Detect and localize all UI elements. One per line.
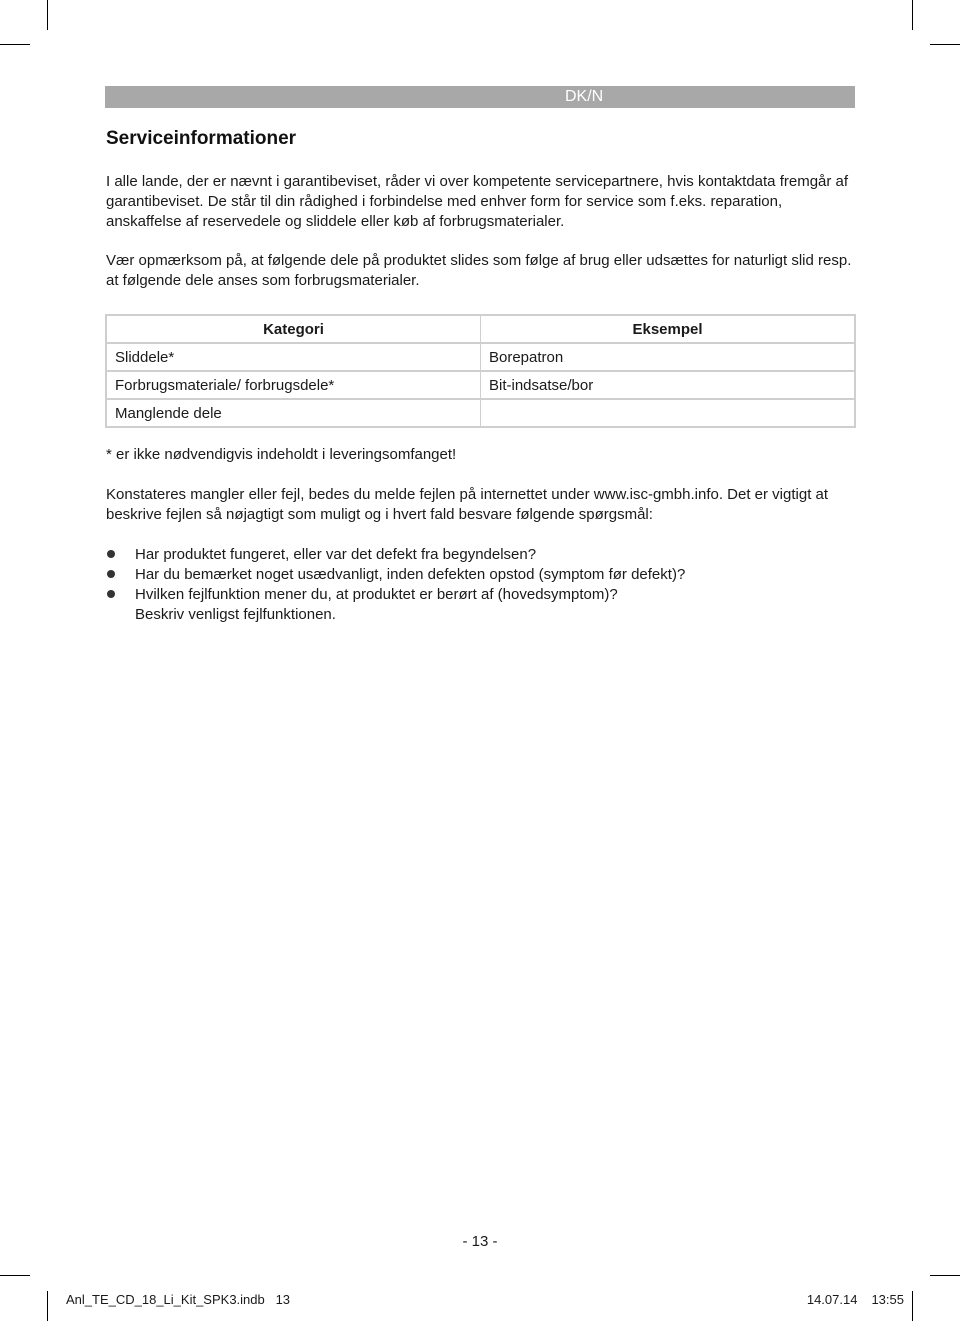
page-number: - 13 - — [462, 1233, 498, 1250]
table-header-row — [105, 314, 856, 344]
example-cell: Borepatron — [480, 344, 856, 372]
table-row — [105, 344, 856, 372]
category-cell: Forbrugsmateriale/ forbrugsdele* — [105, 372, 480, 400]
list-item — [106, 585, 858, 605]
question-text: Hvilken fejlfunktion mener du, at produktet er berørt af (hovedsymptom)? — [135, 586, 618, 603]
list-item — [106, 565, 858, 585]
table-row — [105, 400, 856, 428]
crop-mark — [912, 1291, 913, 1321]
example-cell: Bit-indsatse/bor — [480, 372, 856, 400]
example-header: Eksempel — [480, 314, 856, 344]
language-header-bar — [105, 86, 855, 108]
footnote: * er ikke nødvendigvis indeholdt i leveringsomfanget! — [106, 446, 457, 463]
question-list — [106, 545, 858, 625]
crop-mark — [912, 0, 913, 30]
defect-report-paragraph: Konstateres mangler eller fejl, bedes du melde fejlen på internettet under www.isc-gmbh.info. Det er vigtigt at beskrive fejlen så nøjagtigt som muligt og i hvert fald besvare følgende spørgsmål: — [106, 486, 829, 523]
category-header: Kategori — [105, 314, 480, 344]
bullet-icon — [107, 570, 115, 578]
page-title: Serviceinformationer — [106, 128, 297, 149]
instruction-text: Beskriv venligst fejlfunktionen. — [135, 606, 336, 623]
example-cell — [480, 400, 856, 428]
bullet-icon — [107, 590, 115, 598]
footer-file-info — [66, 1292, 290, 1307]
category-cell: Manglende dele — [105, 400, 480, 428]
parts-table — [105, 314, 856, 428]
question-text: Har du bemærket noget usædvanligt, inden defekten opstod (symptom før defekt)? — [135, 566, 686, 583]
intro-paragraph: I alle lande, der er nævnt i garantibeviset, råder vi over kompetente servicepartnere, hvis kontaktdata fremgår af garantibeviset. De står til din rådighed i forbindelse med enhver form for service som f.eks. reparation, anskaffelse af reservedele og sliddele eller køb af forbrugsmaterialer. — [106, 173, 849, 230]
footer-file-name: Anl_TE_CD_18_Li_Kit_SPK3.indb 13 — [66, 1292, 291, 1307]
crop-mark — [47, 0, 48, 30]
crop-mark — [0, 1275, 30, 1276]
crop-mark — [47, 1291, 48, 1321]
list-item — [106, 545, 858, 565]
footer-date: 14.07.14 — [806, 1292, 858, 1307]
category-cell: Sliddele* — [105, 344, 480, 372]
list-item-continuation — [106, 605, 858, 625]
footer-timestamp — [807, 1292, 904, 1307]
crop-mark — [930, 44, 960, 45]
language-code: DK/N — [565, 88, 604, 105]
crop-mark — [0, 44, 30, 45]
question-text: Har produktet fungeret, eller var det defekt fra begyndelsen? — [135, 546, 537, 563]
footer-time: 13:55 — [871, 1292, 904, 1307]
wear-parts-paragraph: Vær opmærksom på, at følgende dele på produktet slides som følge af brug eller udsættes for naturligt slid resp. at følgende dele anses som forbrugsmaterialer. — [106, 252, 852, 289]
table-row — [105, 372, 856, 400]
crop-mark — [930, 1275, 960, 1276]
bullet-icon — [107, 550, 115, 558]
